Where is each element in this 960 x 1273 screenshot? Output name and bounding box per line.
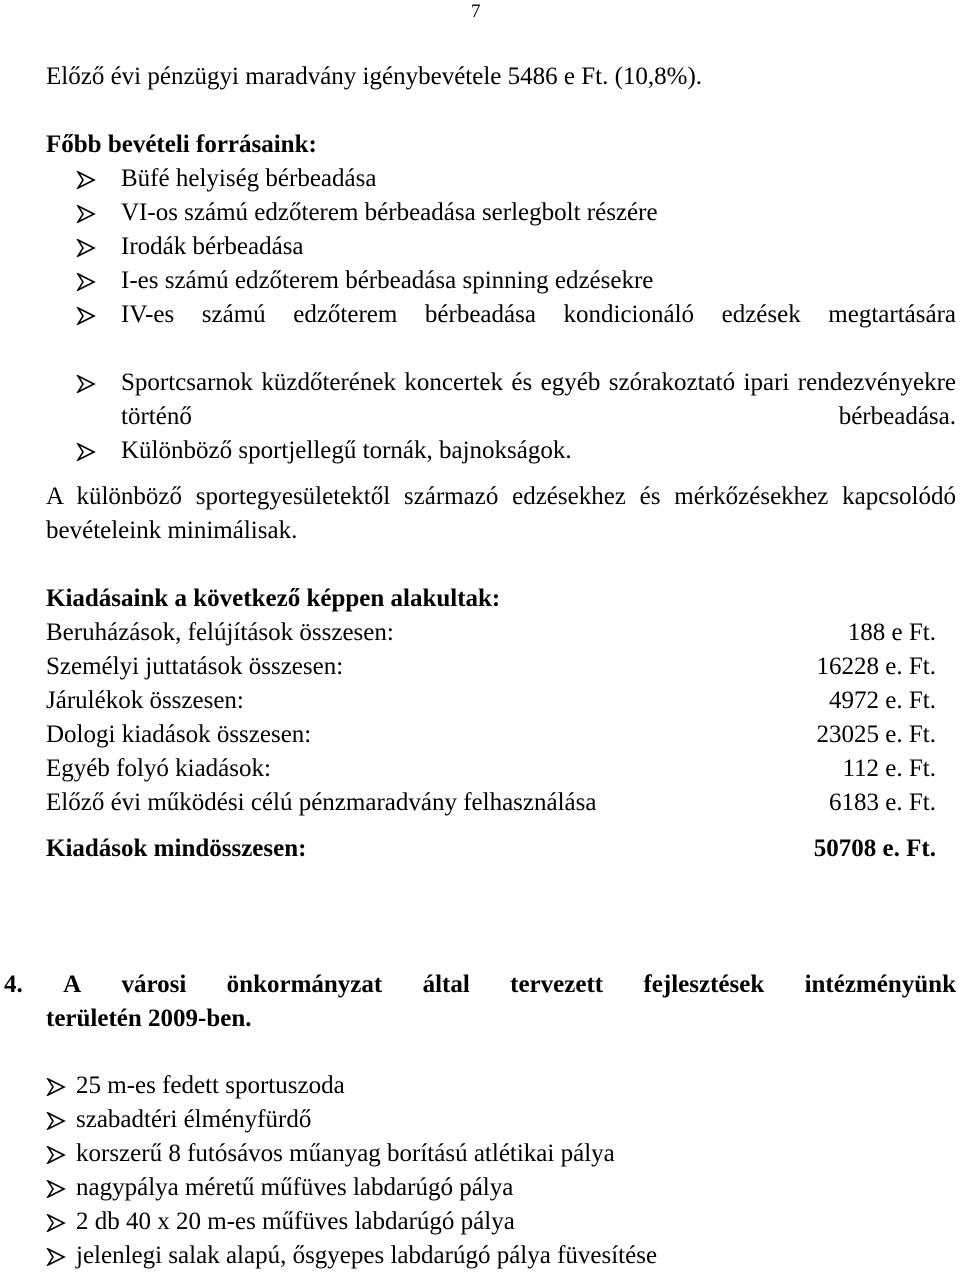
list-item [46, 1103, 956, 1137]
expense-amount: 188 e Ft. [847, 619, 936, 646]
expense-amount: 6183 e. Ft. [829, 789, 936, 816]
list-item [46, 162, 956, 196]
section-4-title-line1 [4, 968, 956, 1002]
expense-label: Járulékok összesen: [46, 687, 244, 714]
section-4-title-line2: területén 2009-ben. [46, 1005, 252, 1032]
list-item-text: szabadtéri élményfürdő [76, 1106, 312, 1133]
title-word: A [63, 971, 82, 998]
income-list [46, 162, 956, 468]
list-item [46, 1239, 956, 1273]
arrowhead-bullet-icon [76, 171, 96, 189]
expense-row [46, 786, 956, 820]
arrowhead-bullet-icon [76, 239, 96, 257]
expense-row [46, 718, 956, 752]
list-item [46, 1171, 956, 1205]
list-item [46, 264, 956, 298]
expenses-total-row [46, 832, 956, 866]
income-note [46, 480, 956, 548]
list-item-text: 25 m-es fedett sportuszoda [76, 1072, 345, 1099]
arrowhead-bullet-icon [46, 1146, 66, 1164]
list-item-text: Különböző sportjellegű tornák, bajnokságok. [121, 437, 572, 464]
title-word: tervezett [510, 971, 604, 998]
list-item [46, 1137, 956, 1171]
expense-row [46, 650, 956, 684]
expense-amount: 16228 e. Ft. [816, 653, 936, 680]
title-word: önkormányzat [226, 971, 383, 998]
expenses-total-amount: 50708 e. Ft. [813, 835, 936, 862]
expense-amount: 112 e. Ft. [842, 755, 936, 782]
list-item [46, 366, 956, 434]
expense-row [46, 752, 956, 786]
intro-line: Előző évi pénzügyi maradvány igénybevétele 5486 e Ft. (10,8%). [46, 63, 703, 90]
arrowhead-bullet-icon [46, 1112, 66, 1130]
list-item [46, 196, 956, 230]
development-list [46, 1069, 956, 1273]
arrowhead-bullet-icon [46, 1078, 66, 1096]
expenses-heading: Kiadásaink a következő képpen alakultak: [46, 585, 501, 612]
expense-label: Egyéb folyó kiadások: [46, 755, 271, 782]
arrowhead-bullet-icon [46, 1180, 66, 1198]
expense-label: Személyi juttatások összesen: [46, 653, 344, 680]
arrowhead-bullet-icon [76, 205, 96, 223]
list-item [46, 1069, 956, 1103]
title-word: által [422, 971, 470, 998]
arrowhead-bullet-icon [46, 1248, 66, 1266]
list-item [46, 434, 956, 468]
expense-label: Beruházások, felújítások összesen: [46, 619, 394, 646]
income-list-wrapper [46, 162, 956, 468]
title-word: városi [121, 971, 187, 998]
income-note-text: A különböző sportegyesületektől származó edzésekhez és mérkőzésekhez kapcsolódó bevételeink minimálisak. [46, 483, 956, 544]
expenses-total-label: Kiadások mindösszesen: [46, 835, 307, 862]
arrowhead-bullet-icon [46, 1214, 66, 1232]
list-item-text: VI-os számú edzőterem bérbeadása serlegbolt részére [121, 199, 658, 226]
expense-label: Előző évi működési célú pénzmaradvány felhasználása [46, 789, 597, 816]
expense-row [46, 616, 956, 650]
list-item [46, 1205, 956, 1239]
section-number: 4. [4, 971, 23, 998]
arrowhead-bullet-icon [76, 375, 96, 393]
list-item-text: IV-es számú edzőterem bérbeadása kondicionáló edzések megtartására [121, 301, 956, 328]
development-list-wrapper [46, 1069, 956, 1273]
arrowhead-bullet-icon [76, 443, 96, 461]
title-word: fejlesztések [643, 971, 765, 998]
expense-amount: 4972 e. Ft. [829, 687, 936, 714]
list-item-text: I-es számú edzőterem bérbeadása spinning edzésekre [121, 267, 654, 294]
list-item [46, 230, 956, 264]
title-word: intézményünk [804, 971, 956, 998]
expenses-table [46, 616, 956, 820]
list-item-text: 2 db 40 x 20 m-es műfüves labdarúgó pálya [76, 1208, 515, 1235]
arrowhead-bullet-icon [76, 307, 96, 325]
section-4-heading [4, 968, 956, 1036]
list-item-text: Sportcsarnok küzdőterének koncertek és egyéb szórakoztató ipari rendezvényekre történő bérbeadása. [121, 369, 956, 430]
list-item-text: Büfé helyiség bérbeadása [121, 165, 377, 192]
expense-label: Dologi kiadások összesen: [46, 721, 312, 748]
list-item-text: nagypálya méretű műfüves labdarúgó pálya [76, 1174, 514, 1201]
list-item-text: Irodák bérbeadása [121, 233, 304, 260]
list-item [46, 298, 956, 366]
page-number: 7 [471, 1, 481, 22]
income-heading: Főbb bevételi forrásaink: [46, 131, 317, 158]
list-item-text: jelenlegi salak alapú, ősgyepes labdarúgó pálya füvesítése [76, 1242, 658, 1269]
expense-amount: 23025 e. Ft. [816, 721, 936, 748]
arrowhead-bullet-icon [76, 273, 96, 291]
expense-row [46, 684, 956, 718]
list-item-text: korszerű 8 futósávos műanyag borítású atlétikai pálya [76, 1140, 615, 1167]
